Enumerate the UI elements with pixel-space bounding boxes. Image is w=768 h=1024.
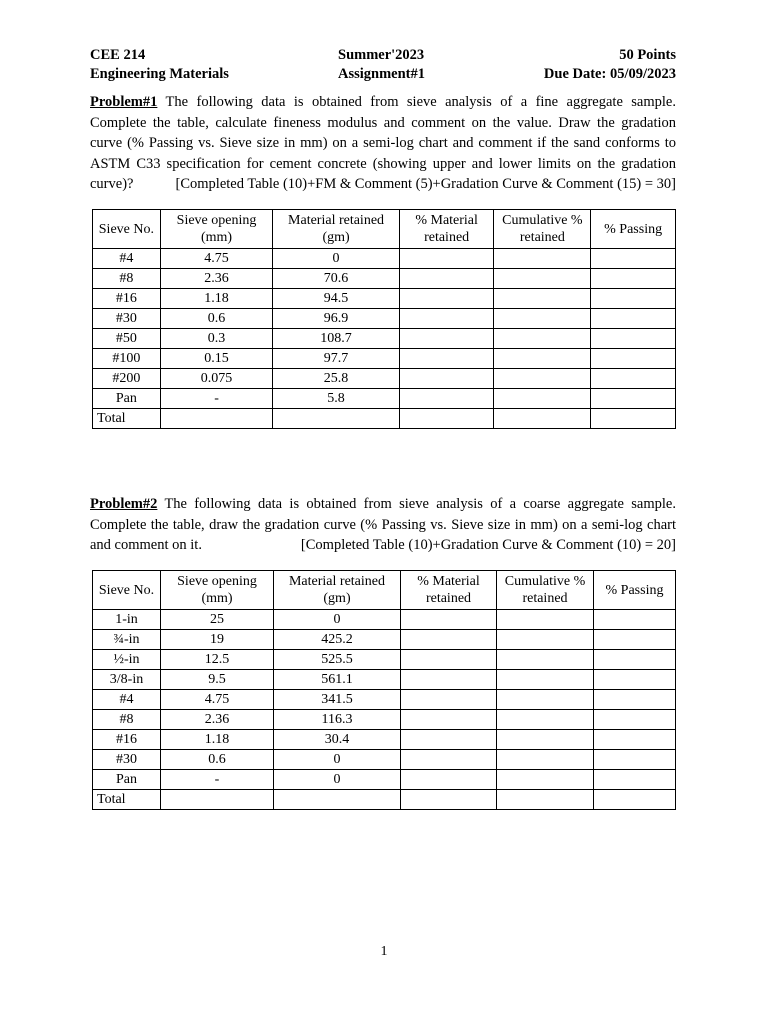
header-sieve-no: Sieve No. [93, 571, 161, 610]
assignment-title: Assignment#1 [338, 66, 426, 82]
problem2-marks: [Completed Table (10)+Gradation Curve & Comment (10) = 20] [300, 537, 676, 554]
table-total-row [93, 790, 676, 810]
table-row [93, 610, 676, 630]
cell-empty[interactable] [399, 389, 494, 409]
table-row [93, 269, 676, 289]
table-row [93, 389, 676, 409]
cell-empty[interactable] [401, 690, 497, 710]
table-row [93, 630, 676, 650]
cell-sieve: #4 [93, 690, 161, 710]
cell-sieve: #200 [93, 369, 161, 389]
cell-sieve: #8 [93, 269, 161, 289]
cell-empty[interactable] [401, 670, 497, 690]
cell-empty[interactable] [494, 269, 591, 289]
cell-empty[interactable] [497, 610, 594, 630]
problem1-last-left: curve)? [90, 176, 134, 193]
table-row [93, 670, 676, 690]
cell-empty[interactable] [399, 249, 494, 269]
cell-sieve: ½-in [93, 650, 161, 670]
cell-empty[interactable] [591, 349, 676, 369]
points: 50 Points [619, 47, 676, 63]
cell-empty[interactable] [160, 409, 273, 429]
cell-retained: 561.1 [274, 670, 401, 690]
cell-empty[interactable] [497, 650, 594, 670]
table-row [93, 650, 676, 670]
cell-empty[interactable] [591, 329, 676, 349]
header-course [90, 46, 229, 84]
cell-opening: 12.5 [161, 650, 274, 670]
cell-empty[interactable] [497, 750, 594, 770]
cell-empty[interactable] [497, 710, 594, 730]
problem1-line-text: Complete the table, calculate fineness modulus and comment on the value. Draw the gradation [90, 114, 676, 131]
cell-opening: 1.18 [161, 730, 274, 750]
cell-opening: 0.15 [160, 349, 273, 369]
table-header-row [93, 210, 676, 249]
cell-retained: 96.9 [273, 309, 399, 329]
cell-empty[interactable] [594, 650, 676, 670]
header-sieve-opening: Sieve opening (mm) [161, 571, 274, 610]
cell-opening: 1.18 [160, 289, 273, 309]
cell-empty[interactable] [594, 730, 676, 750]
table-row [93, 349, 676, 369]
cell-opening: 0.3 [160, 329, 273, 349]
table-header-row [93, 571, 676, 610]
cell-opening: 0.6 [161, 750, 274, 770]
problem1-table [92, 209, 676, 429]
document-page [90, 0, 676, 1024]
cell-retained: 30.4 [274, 730, 401, 750]
cell-empty[interactable] [401, 650, 497, 670]
problem1-line [90, 133, 676, 154]
course-code: CEE 214 [90, 47, 146, 63]
cell-opening: 2.36 [161, 710, 274, 730]
table-row [93, 690, 676, 710]
cell-empty[interactable] [401, 710, 497, 730]
cell-opening: 19 [161, 630, 274, 650]
course-name: Engineering Materials [90, 66, 229, 82]
page-number: 1 [380, 944, 388, 959]
cell-opening: 2.36 [160, 269, 273, 289]
cell-empty[interactable] [594, 610, 676, 630]
header-pct-material-retained: % Material retained [401, 571, 497, 610]
cell-retained: 97.7 [273, 349, 399, 369]
table-row [93, 249, 676, 269]
problem2-table [92, 570, 676, 810]
problem2-last-left: and comment on it. [90, 537, 202, 554]
cell-empty[interactable] [399, 409, 494, 429]
cell-retained: 0 [273, 249, 399, 269]
cell-retained: 0 [274, 750, 401, 770]
cell-opening: 0.075 [160, 369, 273, 389]
cell-sieve: Pan [93, 389, 161, 409]
cell-retained: 108.7 [273, 329, 399, 349]
cell-empty[interactable] [497, 690, 594, 710]
cell-sieve: #50 [93, 329, 161, 349]
table-row [93, 289, 676, 309]
cell-retained: 5.8 [273, 389, 399, 409]
cell-empty[interactable] [497, 770, 594, 790]
problem1-line [90, 174, 676, 195]
cell-retained: 116.3 [274, 710, 401, 730]
cell-empty[interactable] [594, 790, 676, 810]
cell-empty[interactable] [401, 610, 497, 630]
cell-empty[interactable] [591, 409, 676, 429]
cell-empty[interactable] [401, 630, 497, 650]
cell-sieve: #8 [93, 710, 161, 730]
header-pct-passing: % Passing [594, 571, 676, 610]
cell-sieve: #4 [93, 249, 161, 269]
cell-empty[interactable] [274, 790, 401, 810]
cell-empty[interactable] [494, 349, 591, 369]
cell-sieve: #30 [93, 750, 161, 770]
problem2-line-text: Complete the table, draw the gradation curve (% Passing vs. Sieve size in mm) on a semi-log chart [90, 516, 676, 533]
cell-empty[interactable] [591, 269, 676, 289]
cell-retained: 341.5 [274, 690, 401, 710]
problem1-line-text: curve (% Passing vs. Sieve size in mm) on a semi-log chart and comment if the sand conforms to [90, 135, 676, 152]
problem1-label: Problem#1 [90, 94, 158, 110]
header-term [338, 46, 425, 84]
header-sieve-no: Sieve No. [93, 210, 161, 249]
header-cumulative-retained: Cumulative % retained [494, 210, 591, 249]
cell-empty[interactable] [273, 409, 399, 429]
cell-empty[interactable] [494, 289, 591, 309]
cell-empty[interactable] [399, 329, 494, 349]
cell-opening: 9.5 [161, 670, 274, 690]
cell-empty[interactable] [399, 349, 494, 369]
problem1-line-text: The following data is obtained from sieve analysis of a fine aggregate sample. [165, 94, 676, 110]
cell-sieve: #100 [93, 349, 161, 369]
cell-empty[interactable] [497, 790, 594, 810]
header-pct-passing: % Passing [591, 210, 676, 249]
cell-empty[interactable] [594, 710, 676, 730]
problem1-statement [90, 92, 676, 195]
problem1-marks: [Completed Table (10)+FM & Comment (5)+Gradation Curve & Comment (15) = 30] [175, 176, 676, 193]
problem2-statement [90, 494, 676, 556]
cell-empty[interactable] [494, 389, 591, 409]
total-label: Total [93, 409, 161, 429]
cell-sieve: #16 [93, 730, 161, 750]
table-row [93, 750, 676, 770]
problem1-line [90, 113, 676, 134]
cell-empty[interactable] [591, 389, 676, 409]
cell-empty[interactable] [161, 790, 274, 810]
cell-sieve: Pan [93, 770, 161, 790]
cell-empty[interactable] [594, 690, 676, 710]
cell-opening: 4.75 [161, 690, 274, 710]
header-pct-material-retained: % Material retained [399, 210, 494, 249]
cell-empty[interactable] [594, 670, 676, 690]
cell-sieve: #16 [93, 289, 161, 309]
cell-empty[interactable] [591, 369, 676, 389]
table-row [93, 329, 676, 349]
header-material-retained: Material retained (gm) [274, 571, 401, 610]
cell-empty[interactable] [494, 409, 591, 429]
cell-retained: 0 [274, 610, 401, 630]
cell-empty[interactable] [497, 670, 594, 690]
cell-retained: 70.6 [273, 269, 399, 289]
cell-opening: 0.6 [160, 309, 273, 329]
cell-empty[interactable] [591, 309, 676, 329]
due-date: Due Date: 05/09/2023 [543, 66, 676, 82]
cell-opening: 4.75 [160, 249, 273, 269]
cell-empty[interactable] [399, 269, 494, 289]
header-sieve-opening: Sieve opening (mm) [160, 210, 273, 249]
cell-opening: 25 [161, 610, 274, 630]
problem1-line [90, 92, 676, 113]
cell-empty[interactable] [399, 289, 494, 309]
cell-empty[interactable] [594, 750, 676, 770]
cell-sieve: #30 [93, 309, 161, 329]
cell-empty[interactable] [497, 630, 594, 650]
cell-opening: - [161, 770, 274, 790]
cell-empty[interactable] [591, 249, 676, 269]
cell-empty[interactable] [497, 730, 594, 750]
table-row [93, 710, 676, 730]
header-material-retained: Material retained (gm) [273, 210, 399, 249]
cell-empty[interactable] [401, 770, 497, 790]
table-row [93, 369, 676, 389]
problem2-label: Problem#2 [90, 496, 158, 512]
problem2-line [90, 535, 676, 556]
cell-retained: 25.8 [273, 369, 399, 389]
problem1-line-text: ASTM C33 specification for cement concrete (showing upper and lower limits on the gradation [90, 155, 676, 172]
cell-empty[interactable] [401, 750, 497, 770]
table-row [93, 770, 676, 790]
cell-sieve: 3/8-in [93, 670, 161, 690]
cell-empty[interactable] [494, 309, 591, 329]
cell-empty[interactable] [591, 289, 676, 309]
problem2-line-text: The following data is obtained from sieve analysis of a coarse aggregate sample. [164, 496, 676, 512]
cell-retained: 525.5 [274, 650, 401, 670]
cell-retained: 94.5 [273, 289, 399, 309]
cell-empty[interactable] [401, 790, 497, 810]
cell-opening: - [160, 389, 273, 409]
header-points [544, 46, 676, 84]
table-row [93, 309, 676, 329]
cell-retained: 0 [274, 770, 401, 790]
cell-empty[interactable] [399, 309, 494, 329]
problem1-line [90, 154, 676, 175]
cell-empty[interactable] [494, 329, 591, 349]
cell-empty[interactable] [494, 369, 591, 389]
cell-empty[interactable] [594, 770, 676, 790]
cell-sieve: ¾-in [93, 630, 161, 650]
cell-retained: 425.2 [274, 630, 401, 650]
total-label: Total [93, 790, 161, 810]
term: Summer'2023 [338, 47, 425, 63]
cell-empty[interactable] [401, 730, 497, 750]
cell-sieve: 1-in [93, 610, 161, 630]
cell-empty[interactable] [399, 369, 494, 389]
table-total-row [93, 409, 676, 429]
problem2-line [90, 494, 676, 515]
problem2-line [90, 515, 676, 536]
header-cumulative-retained: Cumulative % retained [497, 571, 594, 610]
table-row [93, 730, 676, 750]
cell-empty[interactable] [594, 630, 676, 650]
cell-empty[interactable] [494, 249, 591, 269]
